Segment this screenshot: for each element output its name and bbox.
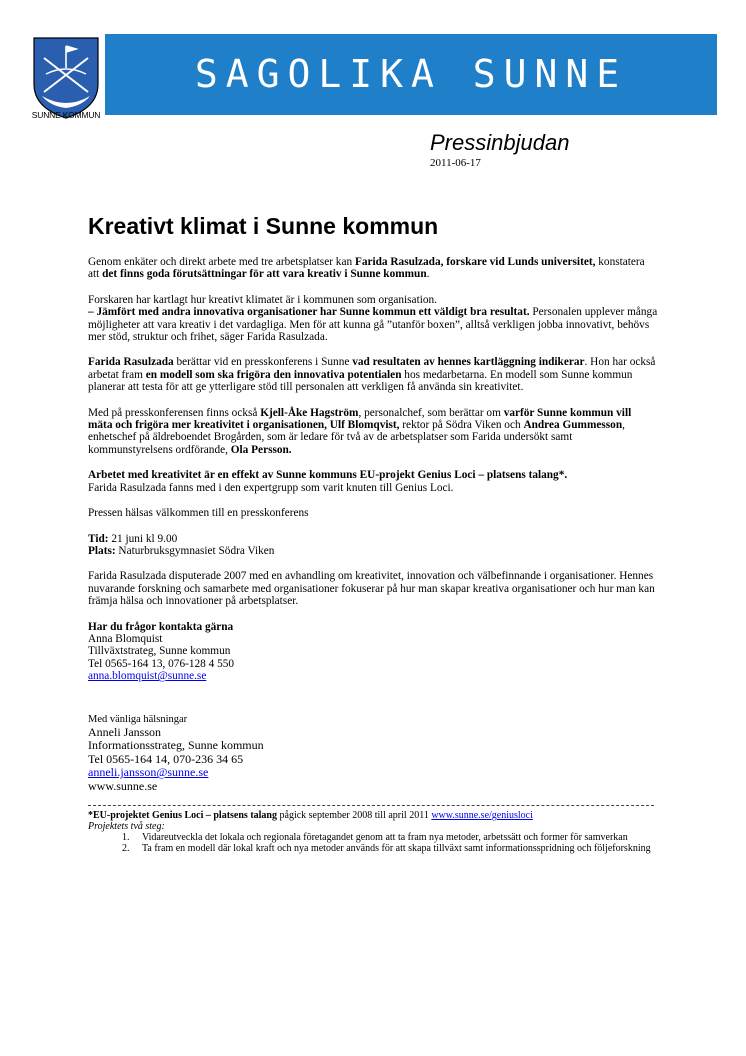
paragraph-welcome: Pressen hälsas välkommen till en presskonferens bbox=[88, 507, 309, 520]
header-banner bbox=[105, 34, 717, 115]
text: konstatera att bbox=[88, 256, 645, 281]
genius-loci-link[interactable]: www.sunne.se/geniusloci bbox=[431, 810, 533, 821]
signature-greeting: Med vänliga hälsningar bbox=[88, 713, 188, 725]
footnote-lead: *EU-projektet Genius Loci – platsens talang bbox=[88, 810, 277, 821]
project-step: 1. Vidareutveckla det lokala och regionala företagandet genom att ta fram nya metoder, arbetssätt och former för samverkan bbox=[132, 832, 658, 843]
signature-phone: Tel 0565-164 14, 070-236 34 65 bbox=[88, 751, 244, 766]
signature-title: Informationsstrateg, Sunne kommun bbox=[88, 738, 264, 753]
place-value: Naturbruksgymnasiet Södra Viken bbox=[115, 544, 275, 557]
text-bold: Farida Rasulzada, forskare vid Lunds universitet, bbox=[354, 256, 596, 268]
footnote-divider bbox=[88, 805, 654, 806]
place-label: Plats: bbox=[88, 544, 116, 557]
paragraph-intro bbox=[88, 256, 658, 281]
steps-heading: Projektets två steg: bbox=[88, 821, 165, 832]
text: , personalchef, som berättar om bbox=[358, 406, 504, 419]
contact-title: Tillväxtstrateg, Sunne kommun bbox=[88, 645, 231, 658]
text: hos medarbetarna. En modell som Sunne kommun planerar att testa för att ge ytterligare stöd till personalen att verkligen få använda sin kreativitet. bbox=[88, 368, 633, 394]
text: Personalen upplever många möjligheter att vara kreativ i det vardagliga. Men för att kunna gå ”utanför boxen”, alltså verkligen jobba innovativt, behövs mer stöd, struktur och frihet, säger Farida Rasulzada. bbox=[88, 306, 658, 344]
paragraph-bio: Farida Rasulzada disputerade 2007 med en avhandling om kreativitet, innovation och välbefinnande i organisationer. Hennes nuvarande forskning och samarbete med organisationer fokuserar på hur man skapar kreativa organisationer och hur man kan främja hälsa och innovationer på arbetsplatser. bbox=[88, 570, 655, 608]
text-bold: Ola Persson. bbox=[230, 443, 292, 456]
contact-name: Anna Blomquist bbox=[88, 632, 163, 645]
logo-caption: SUNNE KOMMUN bbox=[31, 110, 101, 120]
text: , enhetschef på äldreboendet Brogården, som är ledare för två av de arbetsplatser som Farida undersökt samt kommunstyrelsens ordförande, bbox=[88, 419, 625, 456]
headline: Kreativt klimat i Sunne kommun bbox=[88, 213, 439, 239]
paragraph-press-conference bbox=[88, 356, 658, 393]
text: Farida Rasulzada fanns med i den expertgrupp som varit knuten till Genius Loci. bbox=[88, 481, 454, 494]
document-date: 2011-06-17 bbox=[430, 157, 481, 169]
paragraph-eu-project bbox=[88, 469, 658, 494]
text-bold: Farida Rasulzada bbox=[88, 356, 174, 369]
project-step: 2. Ta fram en modell där lokal kraft och nya metoder används för att skapa tillväxt samt informationsspridning och följeforskning bbox=[132, 843, 658, 854]
text-bold: Arbetet med kreativitet är en effekt av Sunne kommuns EU-projekt Genius Loci – platsens talang*. bbox=[88, 469, 568, 482]
footnote bbox=[88, 810, 658, 854]
text: . bbox=[426, 268, 430, 281]
time-value: 21 juni kl 9.00 bbox=[108, 532, 178, 545]
text-bold: varför Sunne kommun vill mäta och frigöra mer kreativitet i organisationen, Ulf Blomqvist, bbox=[88, 406, 632, 432]
text-bold: Andrea Gummesson bbox=[523, 419, 623, 432]
contact-heading: Har du frågor kontakta gärna bbox=[88, 620, 234, 633]
footnote-text: pågick september 2008 till april 2011 bbox=[277, 810, 432, 821]
contact-block bbox=[88, 621, 658, 683]
text: rektor på Södra Viken och bbox=[399, 419, 524, 432]
text: Forskaren har kartlagt hur kreativt klimatet är i kommunen som organisation. bbox=[88, 293, 437, 306]
time-label: Tid: bbox=[88, 532, 109, 545]
text: Med på presskonferensen finns också bbox=[88, 406, 261, 419]
contact-email-link[interactable]: anna.blomquist@sunne.se bbox=[88, 670, 207, 683]
text: Genom enkäter och direkt arbete med tre arbetsplatser kan bbox=[88, 256, 355, 268]
signature-block bbox=[88, 713, 658, 793]
press-release-body bbox=[88, 256, 658, 854]
text: berättar vid en presskonferens i Sunne bbox=[173, 356, 353, 369]
event-details bbox=[88, 533, 658, 558]
text: . Hon har också arbetat fram bbox=[88, 356, 656, 381]
project-steps-list bbox=[88, 832, 658, 854]
paragraph-research bbox=[88, 294, 658, 344]
banner-title: SAGOLIKA SUNNE bbox=[194, 52, 628, 96]
text-bold: Kjell-Åke Hagström bbox=[260, 406, 359, 419]
contact-phone: Tel 0565-164 13, 076-128 4 550 bbox=[88, 657, 235, 670]
signature-name: Anneli Jansson bbox=[88, 724, 161, 739]
text-bold: vad resultaten av hennes kartläggning indikerar bbox=[352, 356, 585, 369]
sunne-kommun-crest-logo bbox=[30, 34, 102, 120]
text-bold: det finns goda förutsättningar för att vara kreativ i Sunne kommun bbox=[102, 268, 427, 281]
text-bold: – Jämfört med andra innovativa organisationer har Sunne kommun ett väldigt bra resultat. bbox=[88, 306, 530, 319]
signature-website: www.sunne.se bbox=[88, 778, 158, 793]
paragraph-participants bbox=[88, 407, 658, 457]
text-bold: en modell som ska frigöra den innovativa potentialen bbox=[145, 368, 402, 381]
signature-email-link[interactable]: anneli.jansson@sunne.se bbox=[88, 765, 209, 780]
document-type: Pressinbjudan bbox=[430, 130, 570, 155]
